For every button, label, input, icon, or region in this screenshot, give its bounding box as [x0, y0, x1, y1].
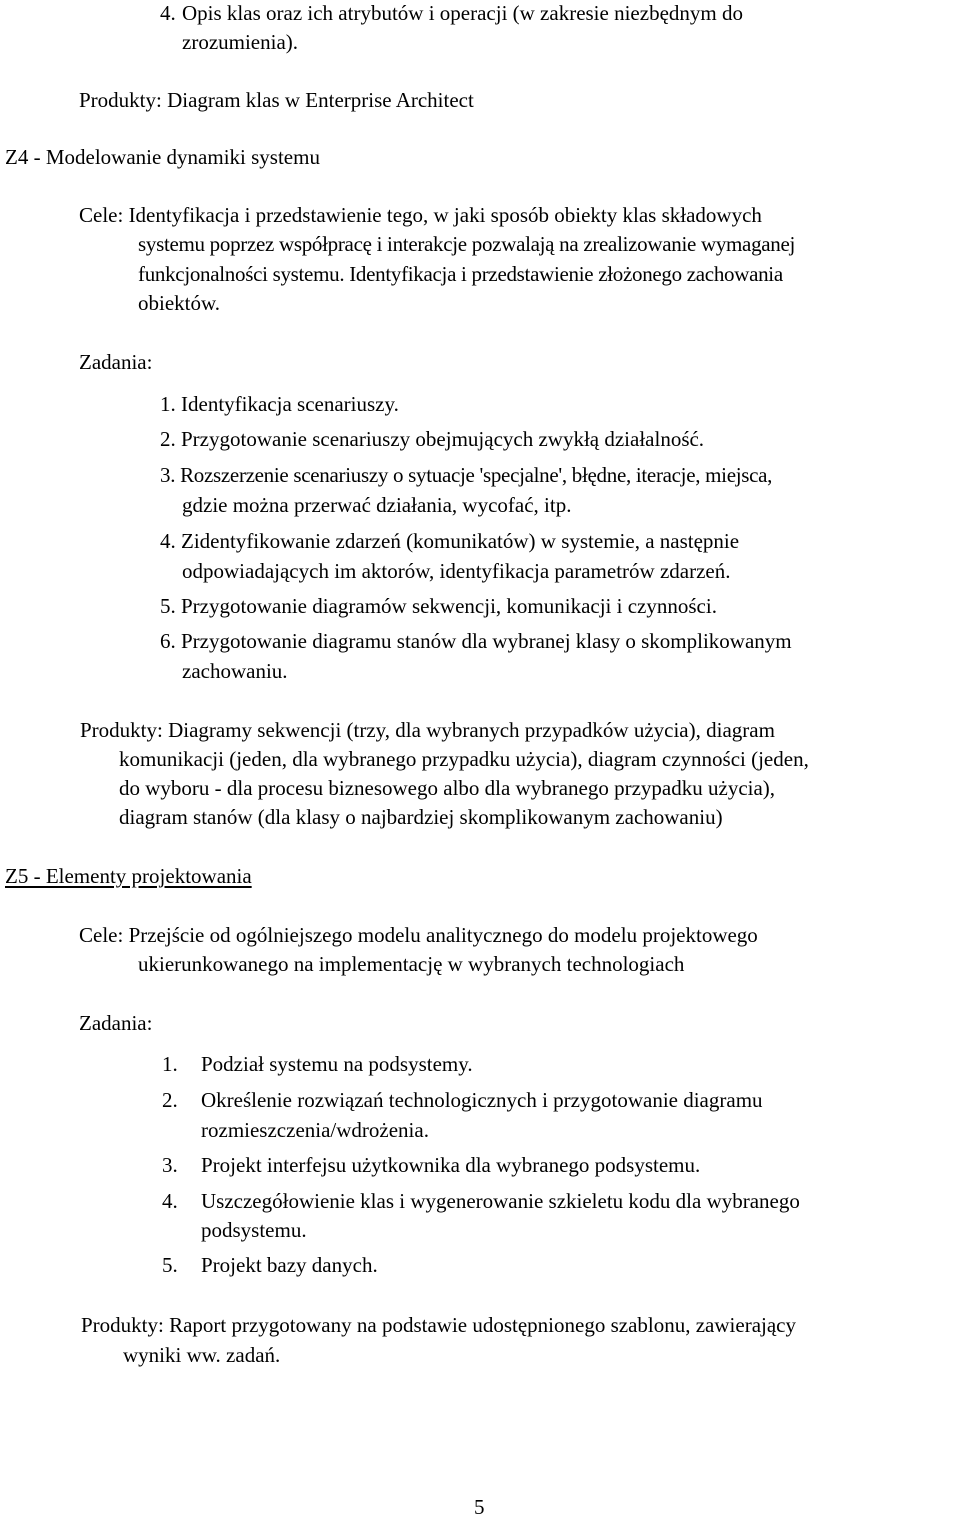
products-line: do wyboru - dla procesu biznesowego albo dla wybranego przypadku użycia),	[119, 776, 776, 800]
task-number: 1.	[162, 1052, 178, 1076]
task-line: odpowiadających im aktorów, identyfikacja parametrów zdarzeń.	[182, 559, 731, 583]
task-line: rozmieszczenia/wdrożenia.	[201, 1118, 429, 1142]
task-line: gdzie można przerwać działania, wycofać, itp.	[182, 493, 572, 517]
task-line: 5. Przygotowanie diagramów sekwencji, komunikacji i czynności.	[160, 594, 717, 618]
goals-line: systemu poprzez współpracę i interakcje pozwalają na zrealizowanie wymaganej	[138, 232, 796, 256]
task-number: 5.	[162, 1253, 178, 1277]
goals-line: Cele: Przejście od ogólniejszego modelu analitycznego do modelu projektowego	[79, 923, 758, 947]
task-line: 6. Przygotowanie diagramu stanów dla wybranej klasy o skomplikowanym	[160, 629, 792, 653]
task-line: Uszczegółowienie klas i wygenerowanie szkieletu kodu dla wybranego	[201, 1189, 800, 1213]
products-line: komunikacji (jeden, dla wybranego przypadku użycia), diagram czynności (jeden,	[119, 747, 809, 771]
task-line: podsystemu.	[201, 1218, 307, 1242]
products-line: wyniki ww. zadań.	[123, 1343, 281, 1367]
task-line: Projekt bazy danych.	[201, 1253, 378, 1277]
item-text-line: Opis klas oraz ich atrybutów i operacji (w zakresie niezbędnym do	[182, 1, 743, 25]
task-line: Projekt interfejsu użytkownika dla wybranego podsystemu.	[201, 1153, 701, 1177]
goals-line: ukierunkowanego na implementację w wybranych technologiach	[138, 952, 685, 976]
section-heading: Z4 - Modelowanie dynamiki systemu	[5, 145, 320, 169]
section-heading: Z5 - Elementy projektowania	[5, 864, 252, 888]
products-line: Produkty: Diagramy sekwencji (trzy, dla wybranych przypadków użycia), diagram	[80, 718, 775, 742]
task-line: 1. Identyfikacja scenariuszy.	[160, 392, 399, 416]
tasks-label: Zadania:	[79, 350, 153, 374]
task-line: Podział systemu na podsystemy.	[201, 1052, 473, 1076]
goals-line: obiektów.	[138, 291, 221, 315]
goals-line: Cele: Identyfikacja i przedstawienie tego, w jaki sposób obiekty klas składowych	[79, 203, 762, 227]
products-line: diagram stanów (dla klasy o najbardziej skomplikowanym zachowaniu)	[119, 805, 723, 829]
products-line: Produkty: Raport przygotowany na podstawie udostępnionego szablonu, zawierający	[81, 1313, 796, 1337]
item-number: 4.	[160, 1, 176, 25]
task-line: 3. Rozszerzenie scenariuszy o sytuacje 'specjalne', błędne, iteracje, miejsca,	[160, 463, 773, 487]
task-number: 3.	[162, 1153, 178, 1177]
item-text-line: zrozumienia).	[182, 30, 299, 54]
task-line: zachowaniu.	[182, 659, 288, 683]
task-number: 4.	[162, 1189, 178, 1213]
task-line: Określenie rozwiązań technologicznych i przygotowanie diagramu	[201, 1088, 763, 1112]
products-text: Produkty: Diagram klas w Enterprise Architect	[79, 88, 474, 112]
task-number: 2.	[162, 1088, 178, 1112]
task-line: 4. Zidentyfikowanie zdarzeń (komunikatów) w systemie, a następnie	[160, 529, 740, 553]
tasks-label: Zadania:	[79, 1011, 153, 1035]
task-line: 2. Przygotowanie scenariuszy obejmujących zwykłą działalność.	[160, 427, 705, 451]
goals-line: funkcjonalności systemu. Identyfikacja i przedstawienie złożonego zachowania	[138, 262, 783, 286]
page-number: 5	[474, 1495, 485, 1519]
